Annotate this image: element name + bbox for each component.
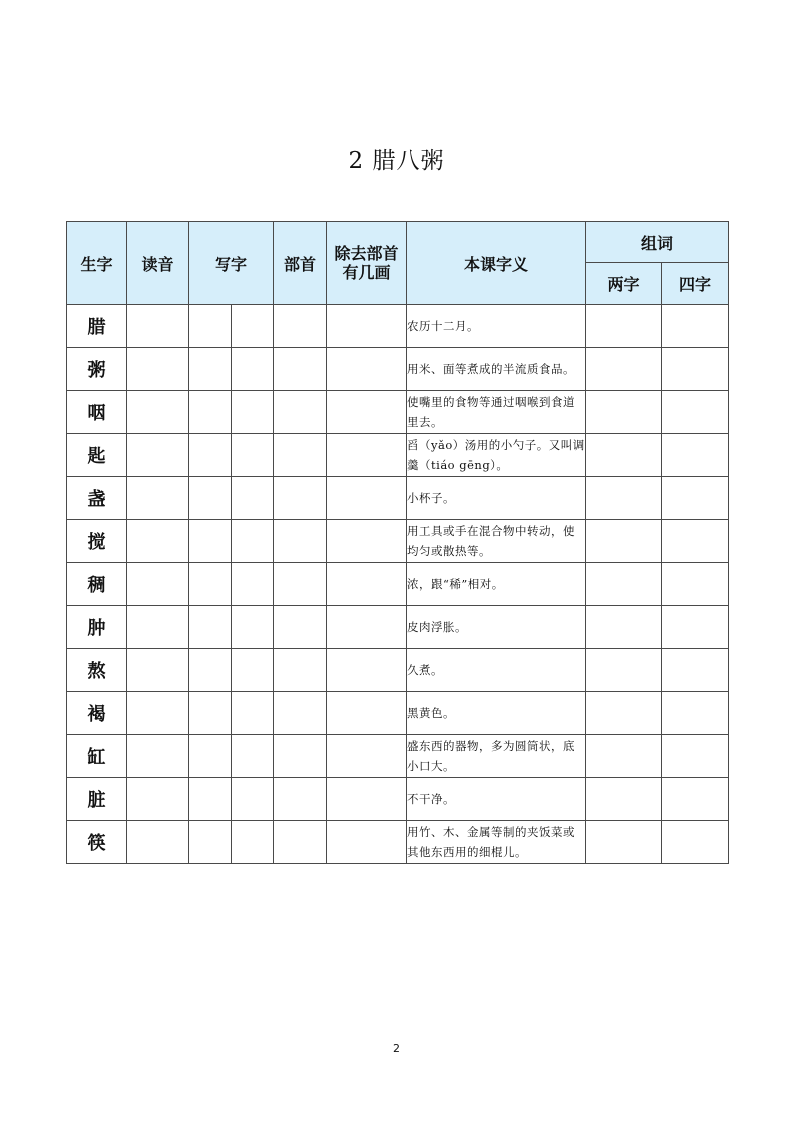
four-char-word-cell[interactable] — [662, 305, 729, 348]
stroke-count-cell[interactable] — [327, 649, 407, 692]
stroke-count-cell[interactable] — [327, 735, 407, 778]
radical-cell[interactable] — [274, 821, 327, 864]
new-character-cell: 搅 — [67, 520, 127, 563]
new-character-cell: 褐 — [67, 692, 127, 735]
meaning-cell: 舀（yǎo）汤用的小勺子。又叫调羹（tiáo gēng）。 — [407, 434, 586, 477]
header-pinyin: 读音 — [127, 222, 189, 305]
two-char-word-cell[interactable] — [586, 735, 662, 778]
two-char-word-cell[interactable] — [586, 821, 662, 864]
writing-cell[interactable] — [232, 477, 274, 520]
two-char-word-cell[interactable] — [586, 348, 662, 391]
stroke-count-cell[interactable] — [327, 391, 407, 434]
writing-cell[interactable] — [232, 606, 274, 649]
two-char-word-cell[interactable] — [586, 649, 662, 692]
stroke-count-cell[interactable] — [327, 305, 407, 348]
page-number: 2 — [393, 1042, 400, 1055]
writing-cell[interactable] — [232, 391, 274, 434]
two-char-word-cell[interactable] — [586, 391, 662, 434]
new-character-cell: 粥 — [67, 348, 127, 391]
new-character-cell: 缸 — [67, 735, 127, 778]
stroke-count-cell[interactable] — [327, 477, 407, 520]
header-char: 生字 — [67, 222, 127, 305]
meaning-cell: 农历十二月。 — [407, 305, 586, 348]
stroke-count-cell[interactable] — [327, 563, 407, 606]
four-char-word-cell[interactable] — [662, 778, 729, 821]
four-char-word-cell[interactable] — [662, 692, 729, 735]
stroke-count-cell[interactable] — [327, 692, 407, 735]
new-character-cell: 肿 — [67, 606, 127, 649]
radical-cell[interactable] — [274, 477, 327, 520]
table-row — [67, 477, 729, 520]
header-write: 写字 — [189, 222, 274, 305]
table-row — [67, 778, 729, 821]
table-row — [67, 692, 729, 735]
writing-cell[interactable] — [189, 821, 232, 864]
two-char-word-cell[interactable] — [586, 477, 662, 520]
header-four-char-words: 四字 — [662, 263, 729, 305]
stroke-count-cell[interactable] — [327, 434, 407, 477]
two-char-word-cell[interactable] — [586, 520, 662, 563]
writing-cell[interactable] — [189, 735, 232, 778]
four-char-word-cell[interactable] — [662, 563, 729, 606]
header-strokes: 除去部首有几画 — [327, 222, 407, 305]
writing-cell[interactable] — [189, 692, 232, 735]
two-char-word-cell[interactable] — [586, 305, 662, 348]
radical-cell[interactable] — [274, 649, 327, 692]
new-character-cell: 稠 — [67, 563, 127, 606]
vocabulary-table — [66, 221, 729, 864]
radical-cell[interactable] — [274, 434, 327, 477]
header-two-char-words: 两字 — [586, 263, 662, 305]
writing-cell[interactable] — [189, 606, 232, 649]
table-row — [67, 735, 729, 778]
four-char-word-cell[interactable] — [662, 477, 729, 520]
writing-cell[interactable] — [232, 305, 274, 348]
four-char-word-cell[interactable] — [662, 348, 729, 391]
writing-cell[interactable] — [189, 477, 232, 520]
writing-cell[interactable] — [189, 563, 232, 606]
meaning-cell: 久煮。 — [407, 649, 586, 692]
pinyin-cell[interactable] — [127, 348, 189, 391]
stroke-count-cell[interactable] — [327, 606, 407, 649]
pinyin-cell[interactable] — [127, 391, 189, 434]
radical-cell[interactable] — [274, 606, 327, 649]
writing-cell[interactable] — [189, 649, 232, 692]
pinyin-cell[interactable] — [127, 778, 189, 821]
table-row — [67, 563, 729, 606]
four-char-word-cell[interactable] — [662, 735, 729, 778]
header-words: 组词 — [586, 222, 729, 263]
two-char-word-cell[interactable] — [586, 434, 662, 477]
writing-cell[interactable] — [232, 434, 274, 477]
writing-cell[interactable] — [189, 778, 232, 821]
header-meaning: 本课字义 — [407, 222, 586, 305]
meaning-cell: 小杯子。 — [407, 477, 586, 520]
meaning-cell: 不干净。 — [407, 778, 586, 821]
stroke-count-cell[interactable] — [327, 348, 407, 391]
writing-cell[interactable] — [232, 649, 274, 692]
radical-cell[interactable] — [274, 391, 327, 434]
table-row — [67, 305, 729, 348]
radical-cell[interactable] — [274, 348, 327, 391]
two-char-word-cell[interactable] — [586, 606, 662, 649]
pinyin-cell[interactable] — [127, 649, 189, 692]
new-character-cell: 腊 — [67, 305, 127, 348]
table-row — [67, 649, 729, 692]
two-char-word-cell[interactable] — [586, 778, 662, 821]
meaning-cell: 黑黄色。 — [407, 692, 586, 735]
meaning-cell: 盛东西的器物，多为圆筒状，底小口大。 — [407, 735, 586, 778]
table-row — [67, 348, 729, 391]
header-radical: 部首 — [274, 222, 327, 305]
new-character-cell: 脏 — [67, 778, 127, 821]
pinyin-cell[interactable] — [127, 305, 189, 348]
pinyin-cell[interactable] — [127, 692, 189, 735]
page-title: 2 腊八粥 — [348, 148, 445, 174]
meaning-cell: 皮肉浮胀。 — [407, 606, 586, 649]
radical-cell[interactable] — [274, 692, 327, 735]
writing-cell[interactable] — [189, 391, 232, 434]
radical-cell[interactable] — [274, 778, 327, 821]
writing-cell[interactable] — [189, 520, 232, 563]
writing-cell[interactable] — [232, 563, 274, 606]
table-row — [67, 434, 729, 477]
writing-cell[interactable] — [189, 434, 232, 477]
stroke-count-cell[interactable] — [327, 821, 407, 864]
table-row — [67, 391, 729, 434]
writing-cell[interactable] — [232, 692, 274, 735]
new-character-cell: 筷 — [67, 821, 127, 864]
radical-cell[interactable] — [274, 735, 327, 778]
pinyin-cell[interactable] — [127, 821, 189, 864]
radical-cell[interactable] — [274, 305, 327, 348]
two-char-word-cell[interactable] — [586, 692, 662, 735]
writing-cell[interactable] — [232, 520, 274, 563]
meaning-cell: 浓，跟“稀”相对。 — [407, 563, 586, 606]
writing-cell[interactable] — [189, 348, 232, 391]
pinyin-cell[interactable] — [127, 606, 189, 649]
table-row — [67, 606, 729, 649]
meaning-cell: 用竹、木、金属等制的夹饭菜或其他东西用的细棍儿。 — [407, 821, 586, 864]
writing-cell[interactable] — [232, 821, 274, 864]
new-character-cell: 匙 — [67, 434, 127, 477]
new-character-cell: 熬 — [67, 649, 127, 692]
radical-cell[interactable] — [274, 563, 327, 606]
pinyin-cell[interactable] — [127, 563, 189, 606]
four-char-word-cell[interactable] — [662, 391, 729, 434]
pinyin-cell[interactable] — [127, 735, 189, 778]
stroke-count-cell[interactable] — [327, 778, 407, 821]
stroke-count-cell[interactable] — [327, 520, 407, 563]
pinyin-cell[interactable] — [127, 434, 189, 477]
four-char-word-cell[interactable] — [662, 649, 729, 692]
four-char-word-cell[interactable] — [662, 606, 729, 649]
pinyin-cell[interactable] — [127, 520, 189, 563]
four-char-word-cell[interactable] — [662, 821, 729, 864]
table-row — [67, 520, 729, 563]
pinyin-cell[interactable] — [127, 477, 189, 520]
new-character-cell: 咽 — [67, 391, 127, 434]
writing-cell[interactable] — [189, 305, 232, 348]
meaning-cell: 用工具或手在混合物中转动，使均匀或散热等。 — [407, 520, 586, 563]
four-char-word-cell[interactable] — [662, 520, 729, 563]
radical-cell[interactable] — [274, 520, 327, 563]
writing-cell[interactable] — [232, 348, 274, 391]
meaning-cell: 用米、面等煮成的半流质食品。 — [407, 348, 586, 391]
writing-cell[interactable] — [232, 778, 274, 821]
four-char-word-cell[interactable] — [662, 434, 729, 477]
meaning-cell: 使嘴里的食物等通过咽喉到食道里去。 — [407, 391, 586, 434]
table-row — [67, 821, 729, 864]
two-char-word-cell[interactable] — [586, 563, 662, 606]
writing-cell[interactable] — [232, 735, 274, 778]
new-character-cell: 盏 — [67, 477, 127, 520]
